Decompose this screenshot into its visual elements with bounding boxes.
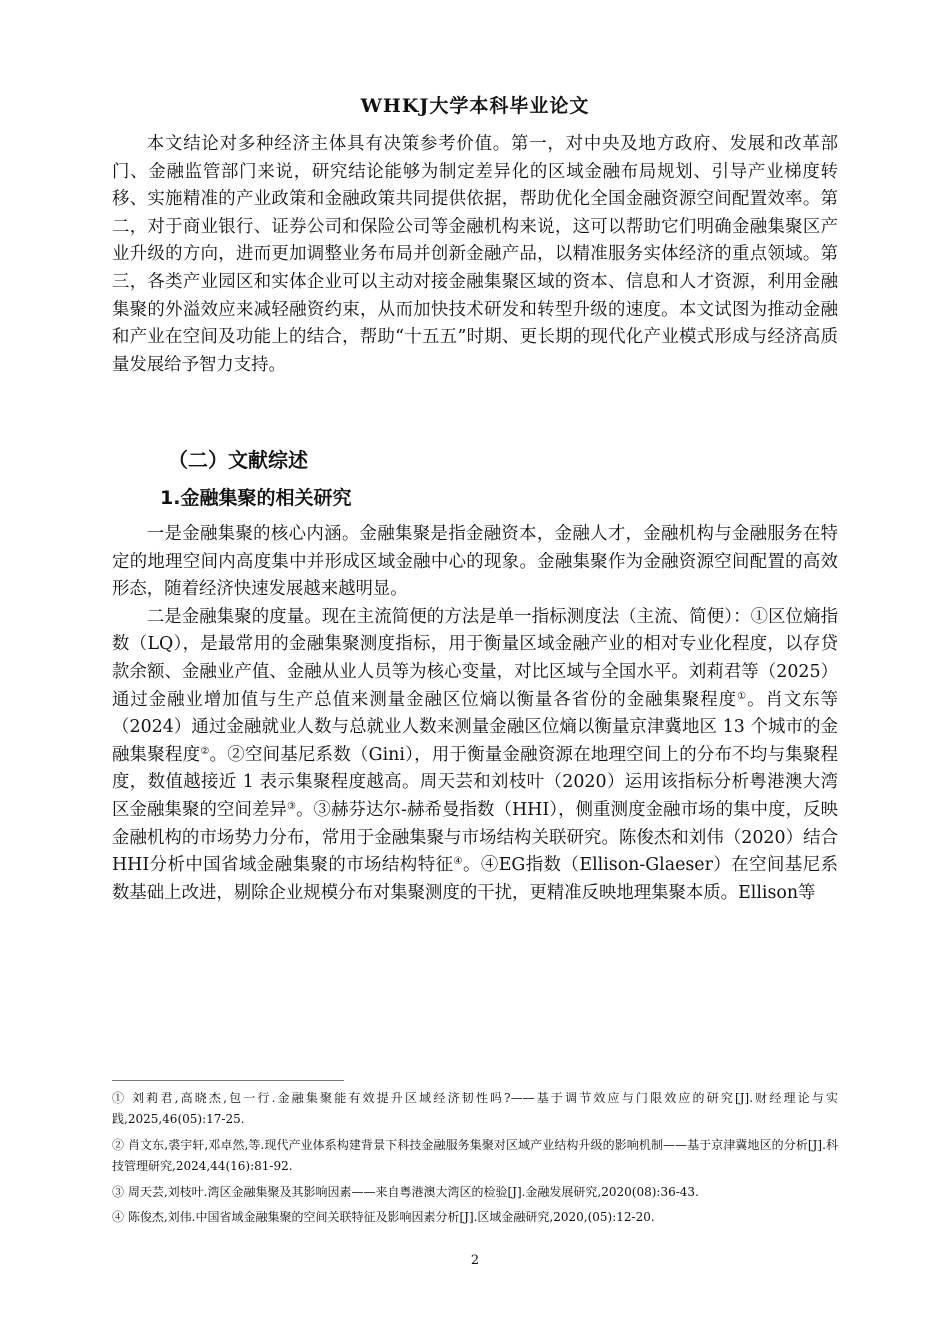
paragraph-core-connotation: 一是金融集聚的核心内涵。金融集聚是指金融资本，金融人才，金融机构与金融服务在特定的地理空间内高度集中并形成区域金融中心的现象。金融集聚作为金融资源空间配置的高效形态，随着经济快速发展越来越明显。: [112, 524, 838, 600]
footnote-separator: [112, 1080, 344, 1081]
page-number: 2: [470, 1253, 480, 1268]
footnote-ref-1: ①: [737, 690, 748, 702]
measurement-text-2: 。肖文东等（2024）通过金融就业人数与总就业人数来测量金融区位熵以衡量京津冀地区 13 个城市的金融集聚程度: [112, 689, 838, 765]
measurement-text-3: 。②空间基尼系数（Gini），用于衡量金融资源在地理空间上的分布不均与集聚程度，数值越接近 1 表示集聚程度越高。周天芸和刘枝叶（2020）运用该指标分析粤港澳大湾区金融集聚的空间差异: [112, 744, 838, 820]
measurement-text-1: 二是金融集聚的度量。现在主流简便的方法是单一指标测度法（主流、简便）：①区位熵指数（LQ），是最常用的金融集聚测度指标，用于衡量区域金融产业的相对专业化程度，以存贷款余额、金融业产值、金融从业人员等为核心变量，对比区域与全国水平。刘莉君等（2025）通过金融业增加值与生产总值来测量金融区位熵以衡量各省份的金融集聚程度: [112, 606, 838, 710]
footnote-ref-4: ④: [453, 856, 463, 868]
paragraph-conclusion-value: 本文结论对多种经济主体具有决策参考价值。第一，对中央及地方政府、发展和改革部门、金融监管部门来说，研究结论能够为制定差异化的区域金融布局规划、引导产业梯度转移、实施精准的产业政策和金融政策共同提供依据，帮助优化全国金融资源空间配置效率。第二，对于商业银行、证券公司和保险公司等金融机构来说，这可以帮助它们明确金融集聚区产业升级的方向，进而更加调整业务布局并创新金融产品，以精准服务实体经济的重点领域。第三，各类产业园区和实体企业可以主动对接金融集聚区域的资本、信息和人才资源，利用金融集聚的外溢效应来减轻融资约束，从而加快技术研发和转型升级的速度。本文试图为推动金融和产业在空间及功能上的结合，帮助“十五五”时期、更长期的现代化产业模式形成与经济高质量发展给予智力支持。: [112, 134, 838, 375]
measurement-text-5: 。④EG指数（Ellison-Glaeser）在空间基尼系数基础上改进，剔除企业规模分布对集聚测度的干扰，更精准反映地理集聚本质。Ellison等: [112, 855, 838, 903]
footnote-4: ④ 陈俊杰,刘伟.中国省域金融集聚的空间关联特征及影响因素分析[J].区域金融研究,2020,(05):12-20.: [112, 1210, 655, 1224]
measurement-text-4: 。③赫芬达尔-赫希曼指数（HHI），侧重测度金融市场的集中度，反映金融机构的市场势力分布，常用于金融集聚与市场结构关联研究。陈俊杰和刘伟（2020）结合HHI分析中国省域金融集聚的市场结构特征: [112, 799, 838, 876]
paragraph-measurement: [112, 604, 838, 908]
page-header-title: WHKJ大学本科毕业论文: [360, 95, 590, 117]
footnote-2: ② 肖文东,裘宇轩,邓卓然,等.现代产业体系构建背景下科技金融服务集聚对区域产业结构升级的影响机制——基于京津冀地区的分析[J].科技管理研究,2024,44(16):81-92.: [112, 1138, 838, 1173]
body-text-bottom: [112, 521, 838, 907]
footnote-1: ① 刘莉君,高晓杰,包一行.金融集聚能有效提升区域经济韧性吗?——基于调节效应与门限效应的研究[J].财经理论与实践,2025,46(05):17-25.: [112, 1091, 838, 1126]
footnote-3: ③ 周天芸,刘枝叶.湾区金融集聚及其影响因素——来自粤港澳大湾区的检验[J].金融发展研究,2020(08):36-43.: [112, 1185, 699, 1199]
body-text-top: [112, 131, 838, 379]
subsection-heading-financial-agglomeration: 1.金融集聚的相关研究: [160, 487, 352, 509]
footnote-ref-3: ③: [286, 800, 297, 812]
section-heading-literature-review: （二）文献综述: [168, 448, 308, 472]
footnote-ref-2: ②: [200, 745, 210, 757]
